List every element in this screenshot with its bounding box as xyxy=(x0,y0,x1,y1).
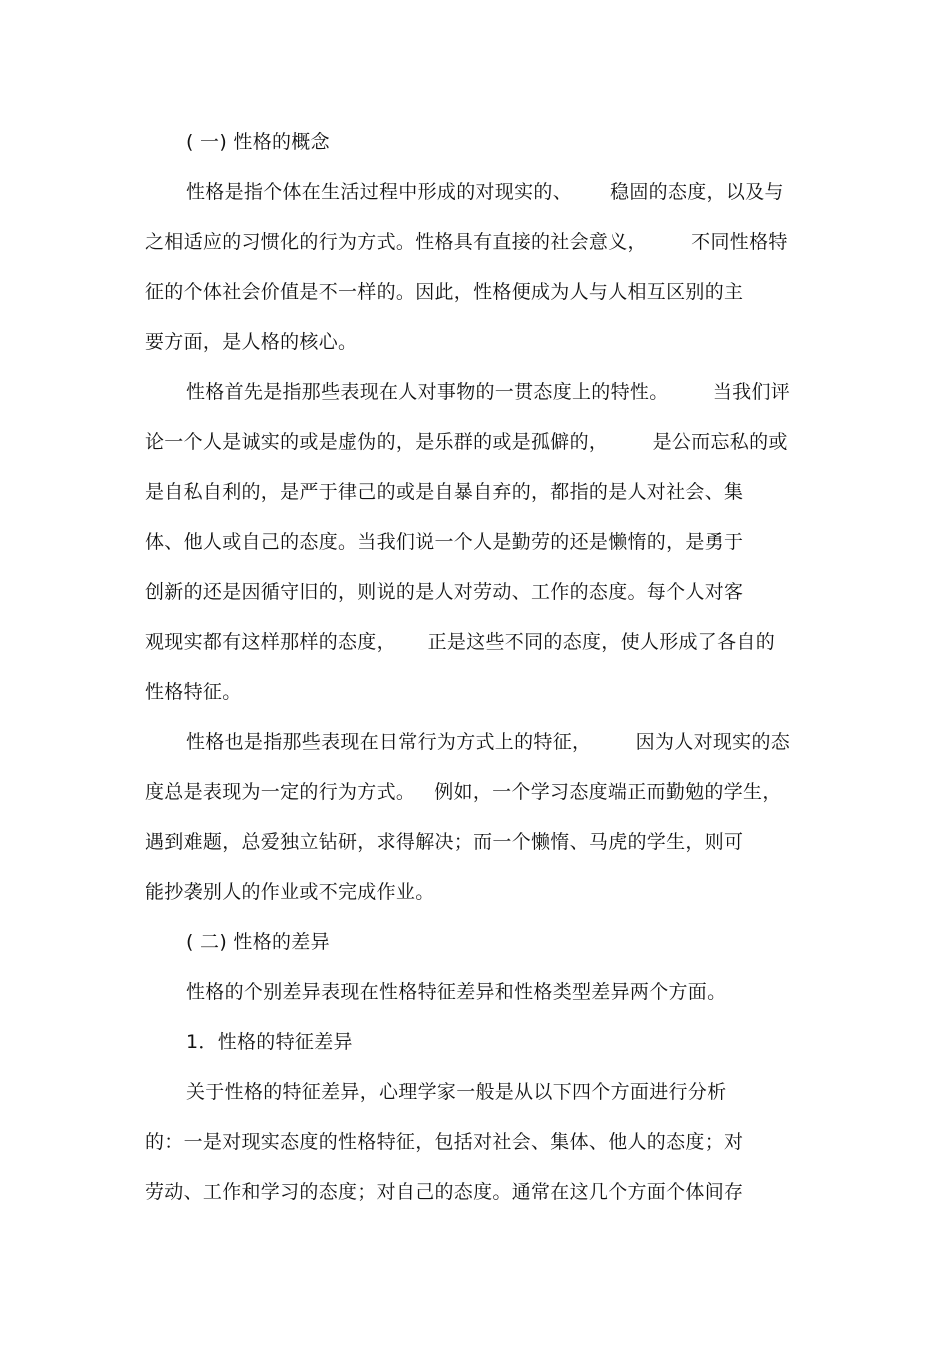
paragraph-line: 能抄袭别人的作业或不完成作业。 xyxy=(145,881,435,903)
section-heading-difference: ( 二) 性格的差异 xyxy=(186,931,330,953)
paragraph-line: 论一个人是诚实的或是虚伪的，是乐群的或是孤僻的， 是公而忘私的或 xyxy=(145,431,788,453)
paragraph-line: 性格首先是指那些表现在人对事物的一贯态度上的特性。 当我们评 xyxy=(186,381,791,403)
paragraph-line: 性格特征。 xyxy=(145,681,242,703)
paragraph-line: 性格是指个体在生活过程中形成的对现实的、 稳固的态度，以及与 xyxy=(186,181,784,203)
paragraph-line: 度总是表现为一定的行为方式。 例如，一个学习态度端正而勤勉的学生， xyxy=(145,781,782,803)
paragraph-line: 体、他人或自己的态度。当我们说一个人是勤劳的还是懒惰的，是勇于 xyxy=(145,531,744,553)
paragraph-line: 是自私自利的，是严于律己的或是自暴自弃的，都指的是人对社会、集 xyxy=(145,481,744,503)
paragraph-line: 遇到难题，总爱独立钻研，求得解决；而一个懒惰、马虎的学生，则可 xyxy=(145,831,744,853)
paragraph-line: 之相适应的习惯化的行为方式。性格具有直接的社会意义， 不同性格特 xyxy=(145,231,788,253)
paragraph-line: 观现实都有这样那样的态度， 正是这些不同的态度，使人形成了各自的 xyxy=(145,631,775,653)
section-heading-concept: ( 一) 性格的概念 xyxy=(186,131,330,153)
paragraph-line: 的：一是对现实态度的性格特征，包括对社会、集体、他人的态度；对 xyxy=(145,1131,744,1153)
paragraph-line: 征的个体社会价值是不一样的。因此，性格便成为人与人相互区别的主 xyxy=(145,281,744,303)
paragraph-line: 性格的个别差异表现在性格特征差异和性格类型差异两个方面。 xyxy=(186,981,727,1003)
paragraph-line: 性格也是指那些表现在日常行为方式上的特征， 因为人对现实的态 xyxy=(186,731,791,753)
subsection-heading: 1．性格的特征差异 xyxy=(186,1031,353,1053)
paragraph-line: 劳动、工作和学习的态度；对自己的态度。通常在这几个方面个体间存 xyxy=(145,1181,744,1203)
paragraph-line: 创新的还是因循守旧的，则说的是人对劳动、工作的态度。每个人对客 xyxy=(145,581,744,603)
paragraph-line: 关于性格的特征差异，心理学家一般是从以下四个方面进行分析 xyxy=(186,1081,727,1103)
paragraph-line: 要方面，是人格的核心。 xyxy=(145,331,358,353)
